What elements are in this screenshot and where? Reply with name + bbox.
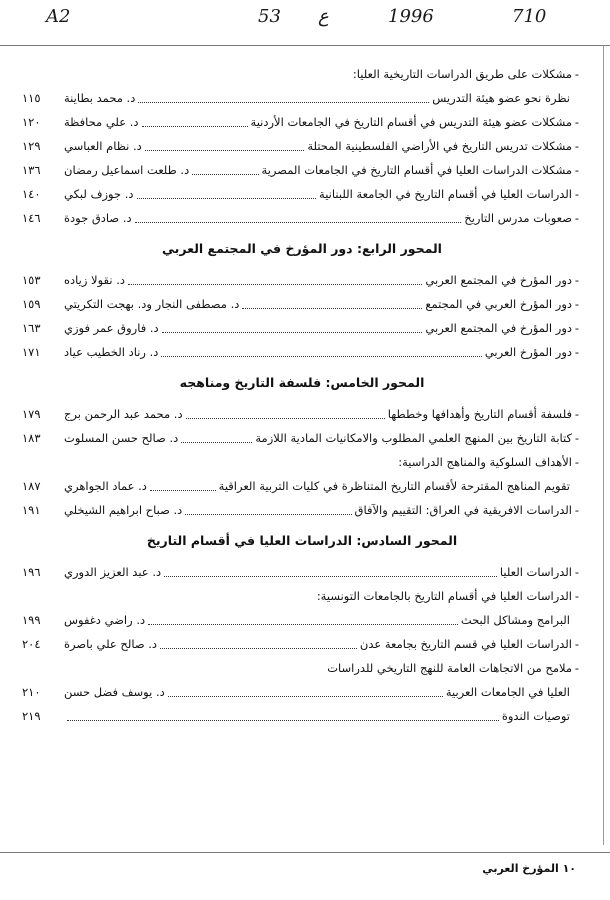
toc-entry-title: الدراسات العليا: [499, 565, 572, 579]
toc-heading-row: - الدراسات العليا في أقسام التاريخ بالجامعات التونسية:: [22, 584, 582, 608]
leader-dots: [135, 222, 462, 223]
toc-heading-row: - مشكلات على طريق الدراسات التاريخية العليا:: [22, 62, 582, 86]
toc-entry-page: ١١٥: [22, 91, 41, 105]
toc-entry-author: د. فاروق عمر فوزي: [64, 321, 159, 335]
toc-entry-title: تقويم المناهج المقترحة لأقسام التاريخ المتناظرة في كليات التربية العراقية: [218, 479, 570, 493]
handwritten-note-b: 53: [258, 6, 281, 27]
page-footer: ١٠ المؤرخ العربي: [482, 862, 576, 875]
section-heading-6: المحور السادس: الدراسات العليا في أقسام التاريخ: [146, 533, 458, 548]
toc-entry-page: ١٩٩: [22, 613, 41, 627]
toc-entry: - الدراسات العليا في أقسام التاريخ في الجامعة اللبنانية د. جوزف لبكي ١٤٠: [22, 182, 582, 206]
toc-entry-author: د. نظام العباسي: [64, 139, 142, 153]
toc-entry-page: ١٣٦: [22, 163, 41, 177]
table-of-contents: [22, 62, 582, 728]
toc-entry-title: كتابة التاريخ بين المنهج العلمي المطلوب والامكانيات المادية اللازمة: [255, 431, 572, 445]
toc-entry-author: د. مصطفى النجار ود. بهجت التكريتي: [64, 297, 240, 311]
leader-dots: [160, 648, 357, 649]
toc-entry-page: ٢٠٤: [22, 637, 41, 651]
section-heading-4: المحور الرابع: دور المؤرخ في المجتمع العربي: [162, 241, 442, 256]
handwritten-note-c: ع: [318, 6, 329, 27]
toc-subheading: الدراسات العليا في أقسام التاريخ بالجامعات التونسية:: [316, 589, 572, 603]
toc-entry: - فلسفة أقسام التاريخ وأهدافها وخططها د. محمد عبد الرحمن برج ١٧٩: [22, 402, 582, 426]
toc-entry-title: دور المؤرخ العربي: [484, 345, 572, 359]
toc-entry: - الدراسات العليا في قسم التاريخ بجامعة عدن د. صالح علي باصرة ٢٠٤: [22, 632, 582, 656]
leader-dots: [150, 490, 216, 491]
toc-entry-author: د. محمد عبد الرحمن برج: [64, 407, 183, 421]
toc-entry-author: د. صادق جودة: [64, 211, 132, 225]
right-rule: [603, 45, 604, 845]
toc-entry-author: د. صالح علي باصرة: [64, 637, 158, 651]
leader-dots: [164, 576, 497, 577]
leader-dots: [168, 696, 443, 697]
toc-entry: - صعوبات مدرس التاريخ د. صادق جودة ١٤٦: [22, 206, 582, 230]
toc-entry: [22, 704, 582, 728]
leader-dots: [148, 624, 458, 625]
leader-dots: [142, 126, 248, 127]
toc-entry-page: ١٨٣: [22, 431, 41, 445]
toc-entry-author: د. عماد الجواهري: [64, 479, 147, 493]
leader-dots: [162, 332, 423, 333]
leader-dots: [185, 514, 351, 515]
toc-entry: [22, 680, 582, 704]
toc-heading-row: - ملامح من الاتجاهات العامة للنهج التاريخي للدراسات: [22, 656, 582, 680]
toc-entry-author: د. رناد الخطيب عياد: [64, 345, 159, 359]
toc-entry-title: صعوبات مدرس التاريخ: [464, 211, 572, 225]
toc-entry-page: ١٩٦: [22, 565, 41, 579]
toc-entry-title: توصيات الندوة: [501, 709, 570, 723]
toc-entry-title: البرامج ومشاكل البحث: [460, 613, 570, 627]
toc-heading: مشكلات على طريق الدراسات التاريخية العليا:: [352, 67, 572, 81]
leader-dots: [138, 102, 429, 103]
toc-entry-page: ٢١٠: [22, 685, 41, 699]
toc-entry-title: الدراسات العليا في قسم التاريخ بجامعة عدن: [359, 637, 572, 651]
toc-entry-page: ١٢٠: [22, 115, 41, 129]
leader-dots: [242, 308, 422, 309]
toc-subheading: ملامح من الاتجاهات العامة للنهج التاريخي للدراسات: [327, 661, 572, 675]
toc-entry-title: مشكلات الدراسات العليا في أقسام التاريخ في الجامعات المصرية: [261, 163, 572, 177]
toc-subheading: الأهداف السلوكية والمناهج الدراسية:: [398, 455, 572, 469]
toc-entry-author: د. عبد العزيز الدوري: [64, 565, 162, 579]
bottom-rule: [0, 852, 610, 853]
toc-entry-title: دور المؤرخ في المجتمع العربي: [425, 321, 572, 335]
toc-entry-page: ١٤٦: [22, 211, 41, 225]
toc-entry: - دور المؤرخ في المجتمع العربي د. فاروق عمر فوزي ١٦٣: [22, 316, 582, 340]
toc-entry: [22, 608, 582, 632]
toc-heading-row: - الأهداف السلوكية والمناهج الدراسية:: [22, 450, 582, 474]
toc-entry: - دور المؤرخ العربي د. رناد الخطيب عياد ١٧١: [22, 340, 582, 364]
toc-entry-author: د. جوزف لبكي: [64, 187, 134, 201]
toc-entry-title: دور المؤرخ في المجتمع العربي: [425, 273, 572, 287]
toc-entry: [22, 474, 582, 498]
toc-entry-title: نظرة نحو عضو هيئة التدريس: [432, 91, 570, 105]
toc-entry-author: د. محمد بطاينة: [64, 91, 136, 105]
toc-entry: - مشكلات عضو هيئة التدريس في أقسام التاريخ في الجامعات الأردنية د. علي محافظة ١٢٠: [22, 110, 582, 134]
top-rule: [0, 45, 610, 46]
toc-entry: - مشكلات الدراسات العليا في أقسام التاريخ في الجامعات المصرية د. طلعت اسماعيل رمضان ١٣٦: [22, 158, 582, 182]
leader-dots: [137, 198, 317, 199]
toc-entry: - دور المؤرخ العربي في المجتمع د. مصطفى النجار ود. بهجت التكريتي ١٥٩: [22, 292, 582, 316]
toc-entry: - الدراسات الافريقية في العراق: التقييم والآفاق د. صباح ابراهيم الشيخلي ١٩١: [22, 498, 582, 522]
toc-entry-title: مشكلات تدريس التاريخ في الأراضي الفلسطينية المحتلة: [307, 139, 572, 153]
toc-entry-author: د. راضي دغفوس: [64, 613, 146, 627]
toc-entry-title: دور المؤرخ العربي في المجتمع: [425, 297, 572, 311]
leader-dots: [186, 418, 385, 419]
section-heading-5: المحور الخامس: فلسفة التاريخ ومناهجه: [179, 375, 425, 390]
toc-entry-page: ١٥٩: [22, 297, 41, 311]
toc-entry: - كتابة التاريخ بين المنهج العلمي المطلوب والامكانيات المادية اللازمة د. صالح حسن المسلوت ١٨٣: [22, 426, 582, 450]
toc-entry-page: ١٦٣: [22, 321, 41, 335]
toc-entry: - دور المؤرخ في المجتمع العربي د. نقولا زياده ١٥٣: [22, 268, 582, 292]
handwritten-note-e: 710: [512, 6, 547, 27]
leader-dots: [192, 174, 258, 175]
toc-entry-title: العليا في الجامعات العربية: [445, 685, 570, 699]
toc-entry-author: د. نقولا زياده: [64, 273, 126, 287]
toc-entry-page: ١٢٩: [22, 139, 41, 153]
toc-entry-page: ١٨٧: [22, 479, 41, 493]
toc-entry-page: ٢١٩: [22, 709, 41, 723]
toc-entry-title: الدراسات العليا في أقسام التاريخ في الجامعة اللبنانية: [319, 187, 572, 201]
toc-entry-author: د. طلعت اسماعيل رمضان: [64, 163, 190, 177]
leader-dots: [67, 720, 499, 721]
toc-entry-author: د. يوسف فضل حسن: [64, 685, 165, 699]
toc-entry-title: فلسفة أقسام التاريخ وأهدافها وخططها: [387, 407, 572, 421]
toc-entry-author: د. صالح حسن المسلوت: [64, 431, 179, 445]
toc-entry-page: ١٧٩: [22, 407, 41, 421]
leader-dots: [145, 150, 305, 151]
toc-entry: - الدراسات العليا د. عبد العزيز الدوري ١٩٦: [22, 560, 582, 584]
handwritten-note-year: 1996: [388, 6, 434, 27]
handwritten-note-a: A2: [46, 6, 71, 27]
toc-entry-title: الدراسات الافريقية في العراق: التقييم والآفاق: [354, 503, 572, 517]
toc-entry-title: مشكلات عضو هيئة التدريس في أقسام التاريخ في الجامعات الأردنية: [250, 115, 572, 129]
toc-entry-page: ١٧١: [22, 345, 41, 359]
toc-entry-page: ١٩١: [22, 503, 41, 517]
toc-entry: [22, 86, 582, 110]
leader-dots: [128, 284, 422, 285]
leader-dots: [161, 356, 481, 357]
leader-dots: [181, 442, 252, 443]
toc-entry-page: ١٤٠: [22, 187, 41, 201]
toc-entry-page: ١٥٣: [22, 273, 41, 287]
toc-entry-author: د. صباح ابراهيم الشيخلي: [64, 503, 183, 517]
toc-entry-author: د. علي محافظة: [64, 115, 139, 129]
toc-entry: - مشكلات تدريس التاريخ في الأراضي الفلسطينية المحتلة د. نظام العباسي ١٢٩: [22, 134, 582, 158]
